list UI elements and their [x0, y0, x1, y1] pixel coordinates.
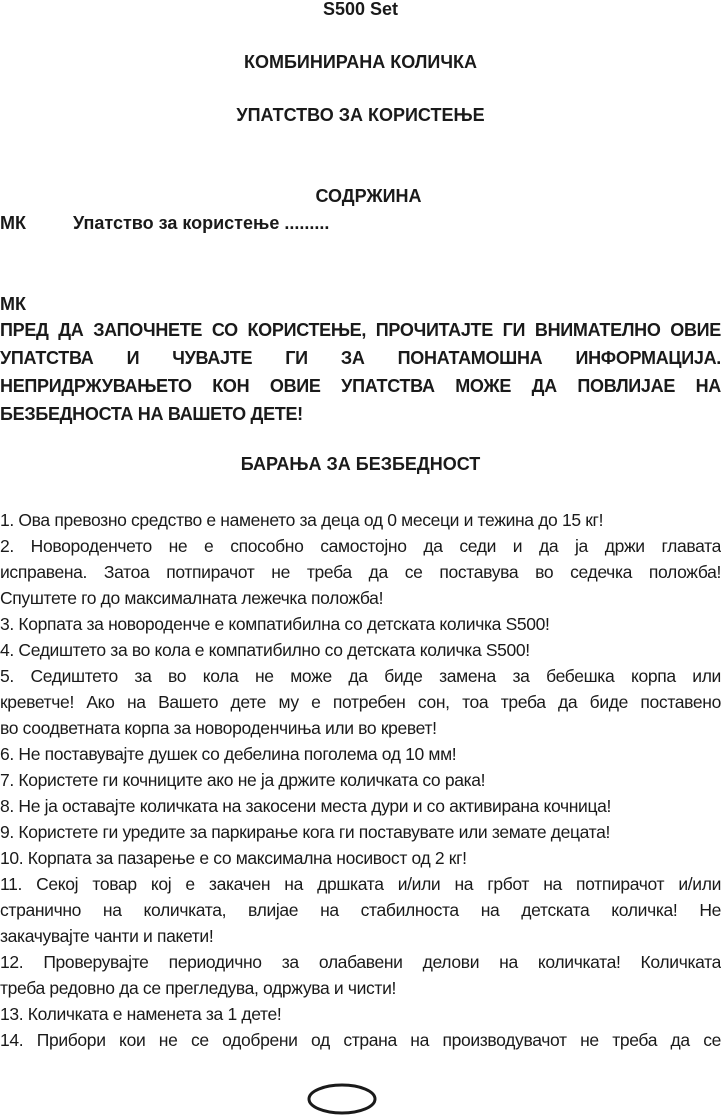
list-line: креветче! Ако на Вашето дете му е потребен сон, тоа треба да биде поставено	[0, 692, 721, 712]
safety-warning	[0, 316, 721, 428]
list-line: исправена. Затоа потпирачот не треба да се поставува во седечка положба!	[0, 562, 721, 582]
list-line: 7. Користете ги кочниците ако не ја држите количката со рака!	[0, 770, 486, 790]
list-line: 10. Корпата за пазарење е со максимална носивост од 2 кг!	[0, 848, 467, 868]
list-line: закачувајте чанти и пакети!	[0, 926, 214, 946]
list-line: 14. Прибори кои не се одобрени од страна на производувачот не треба да се	[0, 1030, 721, 1050]
safety-requirements-list	[0, 507, 721, 1053]
warning-line: ПРЕД ДА ЗАПОЧНЕТЕ СО КОРИСТЕЊЕ, ПРОЧИТАЈТЕ ГИ ВНИМАТЕЛНО ОВИЕ	[0, 320, 721, 340]
list-line: 9. Користете ги уредите за паркирање кога ги поставувате или земате децата!	[0, 822, 611, 842]
list-line: 12. Проверувајте периодично за олабавени делови на количката! Количката	[0, 952, 721, 972]
toc-heading: СОДРЖИНА	[315, 186, 422, 206]
model-title: S500 Set	[322, 0, 399, 19]
section-language-code: МК	[0, 294, 26, 314]
list-line: треба редовно да се прегледува, одржува и чисти!	[0, 978, 397, 998]
list-line: 11. Секој товар кој е закачен на дршката и/или на грбот на потпирачот и/или	[0, 874, 721, 894]
list-line: 2. Новороденчето не е способно самостојно да седи и да ја држи главата	[0, 536, 721, 556]
safety-heading: БАРАЊА ЗА БЕЗБЕДНОСТ	[240, 454, 481, 474]
list-line: 4. Седиштето за во кола е компатибилно со детската количка S500!	[0, 640, 530, 660]
list-line: 5. Седиштето за во кола не може да биде замена за бебешка корпа или	[0, 666, 721, 686]
list-line: 1. Ова превозно средство е наменето за деца од 0 месеци и тежина до 15 кг!	[0, 510, 604, 530]
list-line: странично на количката, влијае на стабилноста на детската количка! Не	[0, 900, 721, 920]
toc-entry-text: Упатство за користење .........	[73, 213, 330, 233]
list-line: 8. Не ја оставајте количката на закосени места дури и со активирана кочница!	[0, 796, 612, 816]
toc-language-code: МК	[0, 213, 26, 233]
list-line: во соодветната корпа за новороденчиња или во кревет!	[0, 718, 437, 738]
product-title: КОМБИНИРАНА КОЛИЧКА	[244, 52, 477, 72]
page-number-oval	[306, 1083, 378, 1115]
list-line: Спуштете го до максималната лежечка положба!	[0, 588, 384, 608]
manual-title: УПАТСТВО ЗА КОРИСТЕЊЕ	[236, 105, 485, 125]
list-line: 3. Корпата за новороденче е компатибилна со детската количка S500!	[0, 614, 550, 634]
warning-line: НЕПРИДРЖУВАЊЕТО КОН ОВИЕ УПАТСТВА МОЖЕ ДА ПОВЛИЈАЕ НА	[0, 376, 721, 396]
warning-line: БЕЗБЕДНОСТА НА ВАШЕТО ДЕТЕ!	[0, 404, 303, 424]
list-line: 6. Не поставувајте душек со дебелина поголема од 10 мм!	[0, 744, 457, 764]
warning-line: УПАТСТВА И ЧУВАЈТЕ ГИ ЗА ПОНАТАМОШНА ИНФОРМАЦИЈА.	[0, 348, 721, 368]
list-line: 13. Количката е наменета за 1 дете!	[0, 1004, 282, 1024]
